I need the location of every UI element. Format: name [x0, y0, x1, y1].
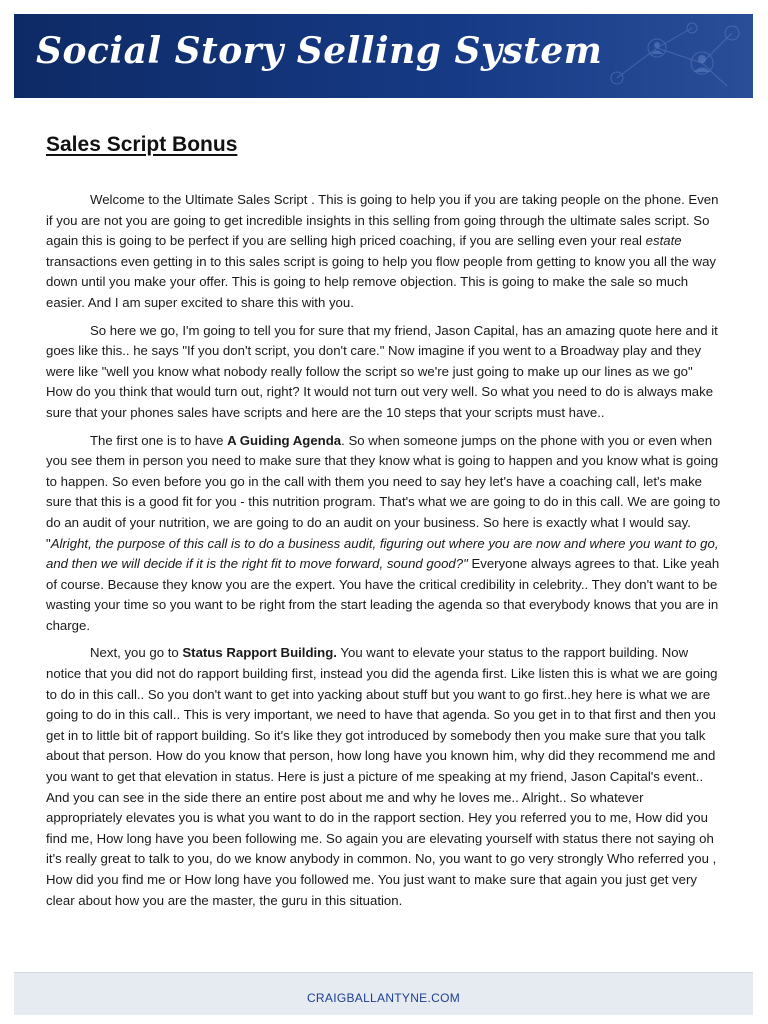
italic-text: estate — [645, 233, 682, 249]
paragraph-status-rapport — [46, 643, 722, 911]
banner-title: Social Story Selling System — [36, 30, 603, 72]
document-body — [46, 190, 722, 918]
footer-website-link[interactable]: CRAIGBALLANTYNE.COM — [306, 991, 461, 1005]
paragraph-text: The first one is to have — [90, 432, 228, 448]
footer-bar — [14, 972, 753, 1015]
network-people-graphic — [597, 18, 747, 94]
paragraph-text: Welcome to the Ultimate Sales Script . This is going to help you if you are taking people on the phone. Even if you are not you are going to get incredible insights in this selling from going through the ultimate sales script. So again this is going to be perfect if you are selling high priced coaching, if you are selling even your real — [46, 192, 719, 249]
bold-term: Status Rapport Building. — [182, 645, 337, 661]
paragraph-text: You want to elevate your status to the rapport building. Now notice that you did not do rapport building first, instead you did the agenda first. Like listen this is what we are going to do in this call.. So you don't want to get into yacking about stuff but you want to go first..hey here is what we are going to do in this call.. This is very important, we need to have that agenda. So you get in to that first and then you get in to little bit of rapport building. So it's like they got introduced by somebody then you make sure that you talk about that person. How do you know that person, how long have you known him, why did they recommend me and you want to get that elevation in status. Here is just a picture of me speaking at my friend, Jason Capital's event.. And you can see in the side there an entire post about me and why he loves me.. Alright.. So whatever appropriately elevates you is what you want to do in the rapport section. Hey you referred you to me, How did you find me, How long have you been following me. So again you are elevating yourself with status there not saying oh it's really great to talk to you, do we know anybody in common. No, you want to go very strongly Who referred you , How did you find me or How long have you followed me. You just want to make sure that again you just get very clear about how you are the master, the guru in this situation. — [46, 645, 718, 908]
page-title: Sales Script Bonus — [46, 133, 238, 156]
paragraph-text: . So when someone jumps on the phone with you or even when you see them in person you need to make sure that they know what is going to happen and you know what is going to happen. So even before you go in the call with them you need to say hey let's have a coaching call, let's make sure that this is a good fit for you - this nutrition program. That's what we are going to do in this call. We are going to do an audit of your nutrition, we are going to do an audit on your business. So here is exactly what I would say. " — [46, 432, 721, 551]
paragraph-text: Next, you go to — [90, 645, 183, 661]
bold-term: A Guiding Agenda — [227, 432, 342, 448]
header-banner — [14, 14, 753, 98]
paragraph-text: So here we go, I'm going to tell you for sure that my friend, Jason Capital, has an amazing quote here and it goes like this.. he says "If you don't script, you don't care." Now imagine if you went to a Broadway play and they were like "well you know what nobody really follow the script so we're just going to make up our lines as we go" How do you think that would turn out, right? It would not turn out very well. So what you need to do is always make sure that your phones sales have scripts and here are the 10 steps that your scripts must have.. — [46, 322, 718, 420]
paragraph-guiding-agenda — [46, 431, 722, 637]
paragraph-intro — [46, 190, 722, 314]
paragraph-text: Everyone always agrees to that. Like yeah of course. Because they know you are the expert. You have the critical credibility in celebrity.. They don't want to be wasting your time so you want to be right from the start leading the agenda so that everybody knows that you are in charge. — [46, 556, 720, 633]
paragraph-text: transactions even getting in to this sales script is going to help you flow people from getting to know you all the way down until you make your offer. This is going to help remove objection. This is going to make the sale so much easier. And I am super excited to share this with you. — [46, 253, 717, 310]
paragraph-script-quote — [46, 321, 722, 424]
italic-quote: Alright, the purpose of this call is to do a business audit, figuring out where you are now and where you want to go, and then we will decide if it is the right fit to move forward, sound good?" — [46, 535, 719, 572]
